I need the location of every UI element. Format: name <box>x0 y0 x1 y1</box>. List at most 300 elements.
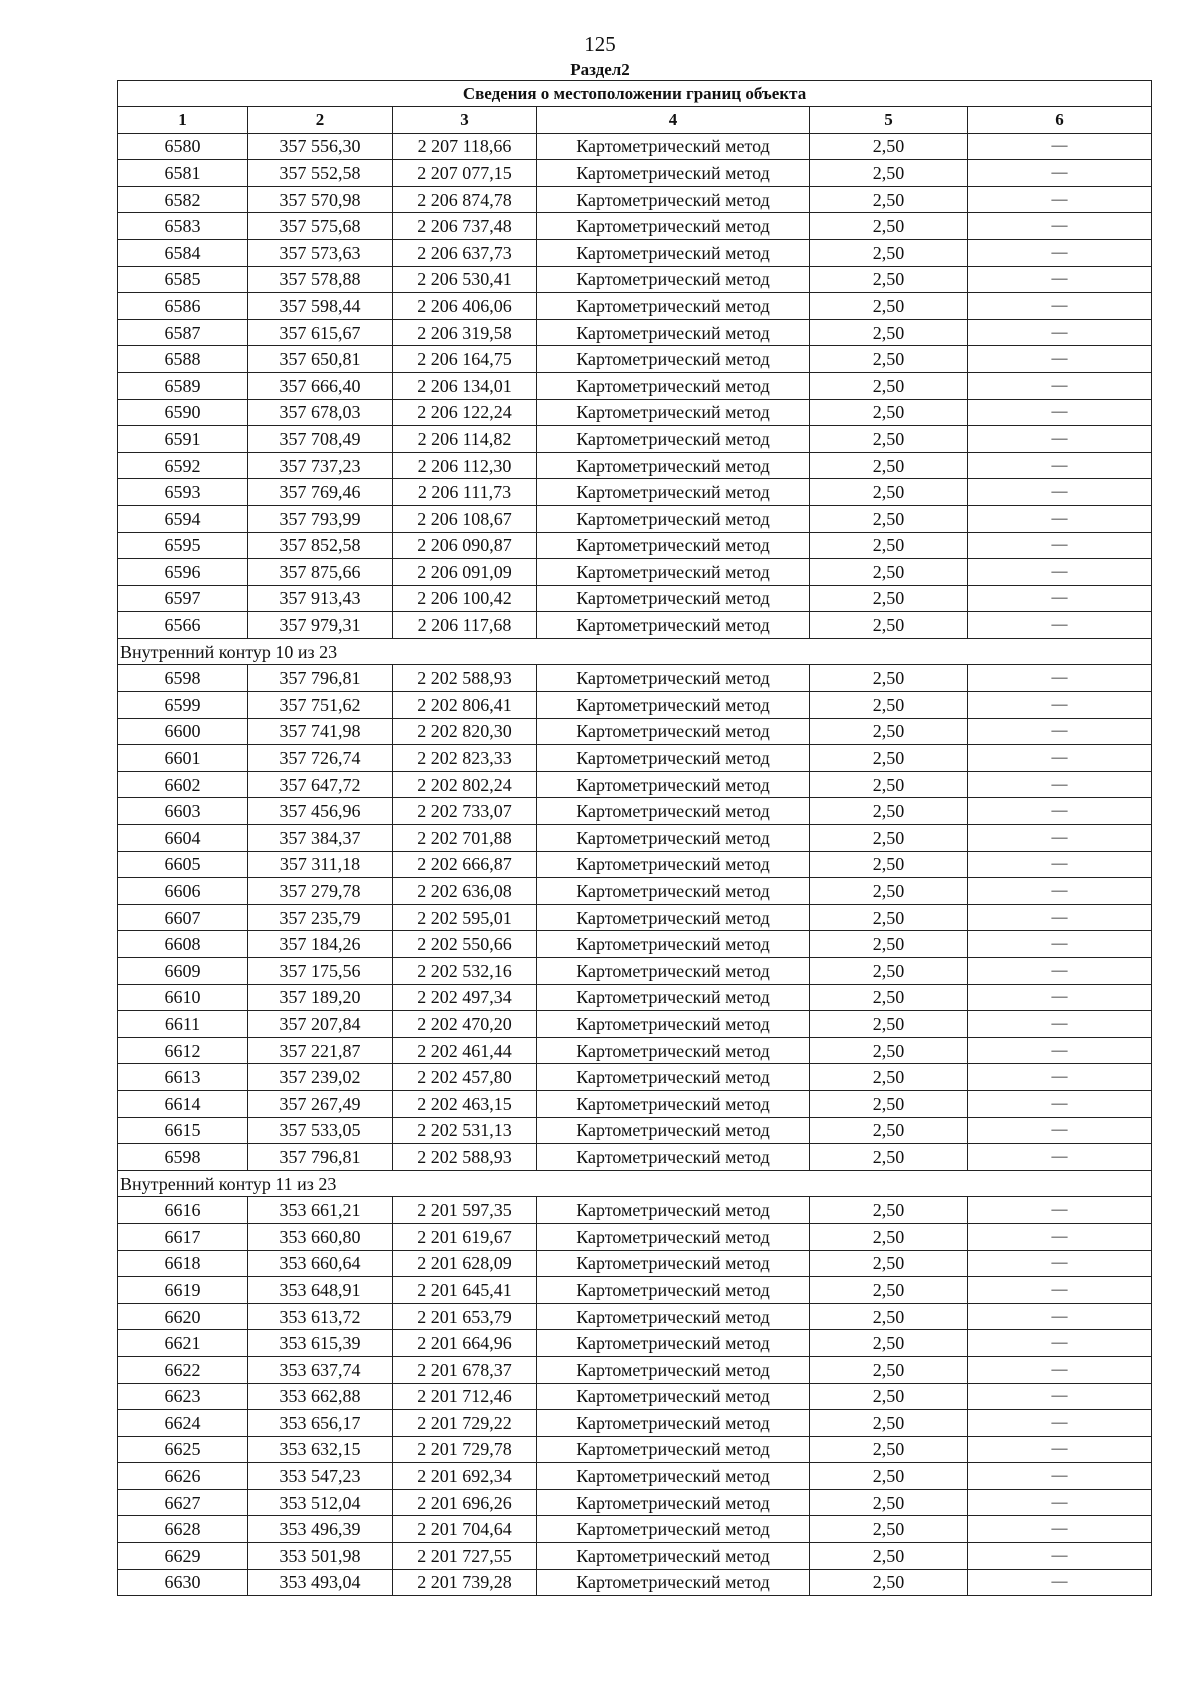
point-number-cell: 6619 <box>118 1277 248 1304</box>
table-row <box>118 1569 1152 1596</box>
point-number-cell: 6594 <box>118 505 248 532</box>
contour-header-row <box>118 638 1152 665</box>
y-coordinate-cell: 2 202 666,87 <box>393 851 537 878</box>
note-cell: — <box>968 771 1152 798</box>
y-coordinate-cell: 2 206 164,75 <box>393 346 537 373</box>
note-cell: — <box>968 1064 1152 1091</box>
note-cell: — <box>968 1356 1152 1383</box>
x-coordinate-cell: 357 751,62 <box>248 692 393 719</box>
point-number-cell: 6602 <box>118 771 248 798</box>
column-header-row <box>118 107 1152 134</box>
x-coordinate-cell: 357 796,81 <box>248 1144 393 1171</box>
x-coordinate-cell: 353 547,23 <box>248 1463 393 1490</box>
y-coordinate-cell: 2 201 712,46 <box>393 1383 537 1410</box>
table-caption-row <box>118 81 1152 107</box>
y-coordinate-cell: 2 206 108,67 <box>393 505 537 532</box>
x-coordinate-cell: 353 493,04 <box>248 1569 393 1596</box>
note-cell: — <box>968 1569 1152 1596</box>
accuracy-cell: 2,50 <box>810 798 968 825</box>
note-cell: — <box>968 479 1152 506</box>
note-cell: — <box>968 1303 1152 1330</box>
table-row <box>118 1356 1152 1383</box>
point-number-cell: 6591 <box>118 426 248 453</box>
accuracy-cell: 2,50 <box>810 239 968 266</box>
x-coordinate-cell: 357 552,58 <box>248 160 393 187</box>
point-number-cell: 6605 <box>118 851 248 878</box>
y-coordinate-cell: 2 201 628,09 <box>393 1250 537 1277</box>
column-header-4: 4 <box>537 107 810 134</box>
accuracy-cell: 2,50 <box>810 266 968 293</box>
x-coordinate-cell: 353 662,88 <box>248 1383 393 1410</box>
page-number: 125 <box>584 32 616 56</box>
method-cell: Картометрический метод <box>537 745 810 772</box>
x-coordinate-cell: 353 632,15 <box>248 1436 393 1463</box>
point-number-cell: 6582 <box>118 186 248 213</box>
y-coordinate-cell: 2 206 530,41 <box>393 266 537 293</box>
x-coordinate-cell: 357 979,31 <box>248 612 393 639</box>
x-coordinate-cell: 357 184,26 <box>248 931 393 958</box>
accuracy-cell: 2,50 <box>810 1223 968 1250</box>
note-cell: — <box>968 1489 1152 1516</box>
x-coordinate-cell: 357 267,49 <box>248 1090 393 1117</box>
note-cell: — <box>968 133 1152 160</box>
accuracy-cell: 2,50 <box>810 665 968 692</box>
method-cell: Картометрический метод <box>537 372 810 399</box>
method-cell: Картометрический метод <box>537 984 810 1011</box>
x-coordinate-cell: 357 533,05 <box>248 1117 393 1144</box>
table-row <box>118 319 1152 346</box>
method-cell: Картометрический метод <box>537 1489 810 1516</box>
point-number-cell: 6628 <box>118 1516 248 1543</box>
accuracy-cell: 2,50 <box>810 718 968 745</box>
method-cell: Картометрический метод <box>537 479 810 506</box>
x-coordinate-cell: 357 598,44 <box>248 293 393 320</box>
contour-label: Внутренний контур 11 из 23 <box>118 1170 1152 1197</box>
note-cell: — <box>968 1463 1152 1490</box>
note-cell: — <box>968 266 1152 293</box>
method-cell: Картометрический метод <box>537 1356 810 1383</box>
table-row <box>118 186 1152 213</box>
table-row <box>118 1250 1152 1277</box>
table-row <box>118 1037 1152 1064</box>
table-row <box>118 372 1152 399</box>
note-cell: — <box>968 399 1152 426</box>
table-row <box>118 1277 1152 1304</box>
x-coordinate-cell: 353 501,98 <box>248 1543 393 1570</box>
table-row <box>118 1410 1152 1437</box>
y-coordinate-cell: 2 206 100,42 <box>393 585 537 612</box>
method-cell: Картометрический метод <box>537 1144 810 1171</box>
point-number-cell: 6603 <box>118 798 248 825</box>
point-number-cell: 6608 <box>118 931 248 958</box>
point-number-cell: 6618 <box>118 1250 248 1277</box>
point-number-cell: 6606 <box>118 878 248 905</box>
accuracy-cell: 2,50 <box>810 1516 968 1543</box>
y-coordinate-cell: 2 202 820,30 <box>393 718 537 745</box>
x-coordinate-cell: 353 613,72 <box>248 1303 393 1330</box>
note-cell: — <box>968 1144 1152 1171</box>
accuracy-cell: 2,50 <box>810 825 968 852</box>
accuracy-cell: 2,50 <box>810 372 968 399</box>
point-number-cell: 6615 <box>118 1117 248 1144</box>
y-coordinate-cell: 2 201 645,41 <box>393 1277 537 1304</box>
contour-header-row <box>118 1170 1152 1197</box>
table-row <box>118 1543 1152 1570</box>
x-coordinate-cell: 353 615,39 <box>248 1330 393 1357</box>
note-cell: — <box>968 1410 1152 1437</box>
note-cell: — <box>968 505 1152 532</box>
table-row <box>118 1011 1152 1038</box>
method-cell: Картометрический метод <box>537 1250 810 1277</box>
note-cell: — <box>968 825 1152 852</box>
note-cell: — <box>968 745 1152 772</box>
method-cell: Картометрический метод <box>537 1543 810 1570</box>
point-number-cell: 6586 <box>118 293 248 320</box>
point-number-cell: 6589 <box>118 372 248 399</box>
note-cell: — <box>968 1277 1152 1304</box>
x-coordinate-cell: 357 235,79 <box>248 904 393 931</box>
point-number-cell: 6604 <box>118 825 248 852</box>
accuracy-cell: 2,50 <box>810 1489 968 1516</box>
y-coordinate-cell: 2 202 636,08 <box>393 878 537 905</box>
method-cell: Картометрический метод <box>537 825 810 852</box>
method-cell: Картометрический метод <box>537 1277 810 1304</box>
point-number-cell: 6585 <box>118 266 248 293</box>
point-number-cell: 6580 <box>118 133 248 160</box>
point-number-cell: 6601 <box>118 745 248 772</box>
method-cell: Картометрический метод <box>537 133 810 160</box>
y-coordinate-cell: 2 201 664,96 <box>393 1330 537 1357</box>
method-cell: Картометрический метод <box>537 1064 810 1091</box>
y-coordinate-cell: 2 201 696,26 <box>393 1489 537 1516</box>
x-coordinate-cell: 357 175,56 <box>248 958 393 985</box>
x-coordinate-cell: 357 737,23 <box>248 452 393 479</box>
note-cell: — <box>968 559 1152 586</box>
note-cell: — <box>968 585 1152 612</box>
method-cell: Картометрический метод <box>537 851 810 878</box>
method-cell: Картометрический метод <box>537 1383 810 1410</box>
x-coordinate-cell: 357 615,67 <box>248 319 393 346</box>
point-number-cell: 6616 <box>118 1197 248 1224</box>
section-title: Раздел2 <box>570 60 630 79</box>
table-row <box>118 160 1152 187</box>
x-coordinate-cell: 357 578,88 <box>248 266 393 293</box>
accuracy-cell: 2,50 <box>810 984 968 1011</box>
note-cell: — <box>968 958 1152 985</box>
column-header-2: 2 <box>248 107 393 134</box>
note-cell: — <box>968 665 1152 692</box>
point-number-cell: 6566 <box>118 612 248 639</box>
y-coordinate-cell: 2 202 823,33 <box>393 745 537 772</box>
y-coordinate-cell: 2 201 597,35 <box>393 1197 537 1224</box>
table-row <box>118 878 1152 905</box>
x-coordinate-cell: 357 913,43 <box>248 585 393 612</box>
accuracy-cell: 2,50 <box>810 160 968 187</box>
accuracy-cell: 2,50 <box>810 851 968 878</box>
note-cell: — <box>968 1250 1152 1277</box>
table-row <box>118 479 1152 506</box>
x-coordinate-cell: 353 648,91 <box>248 1277 393 1304</box>
table-row <box>118 1303 1152 1330</box>
method-cell: Картометрический метод <box>537 505 810 532</box>
table-row <box>118 612 1152 639</box>
y-coordinate-cell: 2 202 497,34 <box>393 984 537 1011</box>
y-coordinate-cell: 2 202 457,80 <box>393 1064 537 1091</box>
x-coordinate-cell: 357 239,02 <box>248 1064 393 1091</box>
y-coordinate-cell: 2 201 692,34 <box>393 1463 537 1490</box>
x-coordinate-cell: 357 207,84 <box>248 1011 393 1038</box>
method-cell: Картометрический метод <box>537 798 810 825</box>
point-number-cell: 6630 <box>118 1569 248 1596</box>
table-row <box>118 1064 1152 1091</box>
table-row <box>118 825 1152 852</box>
method-cell: Картометрический метод <box>537 1117 810 1144</box>
method-cell: Картометрический метод <box>537 904 810 931</box>
y-coordinate-cell: 2 206 737,48 <box>393 213 537 240</box>
accuracy-cell: 2,50 <box>810 878 968 905</box>
accuracy-cell: 2,50 <box>810 692 968 719</box>
table-row <box>118 1516 1152 1543</box>
note-cell: — <box>968 1383 1152 1410</box>
contour-label: Внутренний контур 10 из 23 <box>118 638 1152 665</box>
point-number-cell: 6627 <box>118 1489 248 1516</box>
method-cell: Картометрический метод <box>537 1090 810 1117</box>
table-row <box>118 1436 1152 1463</box>
note-cell: — <box>968 426 1152 453</box>
accuracy-cell: 2,50 <box>810 133 968 160</box>
y-coordinate-cell: 2 202 532,16 <box>393 958 537 985</box>
x-coordinate-cell: 357 666,40 <box>248 372 393 399</box>
note-cell: — <box>968 931 1152 958</box>
method-cell: Картометрический метод <box>537 213 810 240</box>
point-number-cell: 6593 <box>118 479 248 506</box>
accuracy-cell: 2,50 <box>810 771 968 798</box>
column-header-1: 1 <box>118 107 248 134</box>
y-coordinate-cell: 2 202 470,20 <box>393 1011 537 1038</box>
note-cell: — <box>968 1037 1152 1064</box>
x-coordinate-cell: 357 573,63 <box>248 239 393 266</box>
point-number-cell: 6625 <box>118 1436 248 1463</box>
table-row <box>118 958 1152 985</box>
accuracy-cell: 2,50 <box>810 1410 968 1437</box>
table-row <box>118 771 1152 798</box>
column-header-6: 6 <box>968 107 1152 134</box>
y-coordinate-cell: 2 201 704,64 <box>393 1516 537 1543</box>
table-row <box>118 718 1152 745</box>
accuracy-cell: 2,50 <box>810 1197 968 1224</box>
x-coordinate-cell: 357 650,81 <box>248 346 393 373</box>
point-number-cell: 6617 <box>118 1223 248 1250</box>
point-number-cell: 6607 <box>118 904 248 931</box>
table-row <box>118 213 1152 240</box>
method-cell: Картометрический метод <box>537 452 810 479</box>
point-number-cell: 6626 <box>118 1463 248 1490</box>
note-cell: — <box>968 346 1152 373</box>
accuracy-cell: 2,50 <box>810 1037 968 1064</box>
accuracy-cell: 2,50 <box>810 958 968 985</box>
accuracy-cell: 2,50 <box>810 479 968 506</box>
method-cell: Картометрический метод <box>537 1410 810 1437</box>
y-coordinate-cell: 2 201 727,55 <box>393 1543 537 1570</box>
method-cell: Картометрический метод <box>537 399 810 426</box>
table-row <box>118 984 1152 1011</box>
accuracy-cell: 2,50 <box>810 426 968 453</box>
accuracy-cell: 2,50 <box>810 1383 968 1410</box>
y-coordinate-cell: 2 207 077,15 <box>393 160 537 187</box>
x-coordinate-cell: 353 637,74 <box>248 1356 393 1383</box>
table-row <box>118 1144 1152 1171</box>
note-cell: — <box>968 186 1152 213</box>
x-coordinate-cell: 357 708,49 <box>248 426 393 453</box>
method-cell: Картометрический метод <box>537 346 810 373</box>
method-cell: Картометрический метод <box>537 319 810 346</box>
point-number-cell: 6588 <box>118 346 248 373</box>
note-cell: — <box>968 160 1152 187</box>
y-coordinate-cell: 2 201 619,67 <box>393 1223 537 1250</box>
x-coordinate-cell: 357 769,46 <box>248 479 393 506</box>
point-number-cell: 6629 <box>118 1543 248 1570</box>
note-cell: — <box>968 1090 1152 1117</box>
accuracy-cell: 2,50 <box>810 1303 968 1330</box>
accuracy-cell: 2,50 <box>810 293 968 320</box>
method-cell: Картометрический метод <box>537 186 810 213</box>
table-row <box>118 266 1152 293</box>
point-number-cell: 6592 <box>118 452 248 479</box>
y-coordinate-cell: 2 202 461,44 <box>393 1037 537 1064</box>
point-number-cell: 6612 <box>118 1037 248 1064</box>
note-cell: — <box>968 1197 1152 1224</box>
y-coordinate-cell: 2 202 463,15 <box>393 1090 537 1117</box>
point-number-cell: 6622 <box>118 1356 248 1383</box>
y-coordinate-cell: 2 206 090,87 <box>393 532 537 559</box>
table-row <box>118 346 1152 373</box>
method-cell: Картометрический метод <box>537 1037 810 1064</box>
column-header-5: 5 <box>810 107 968 134</box>
point-number-cell: 6587 <box>118 319 248 346</box>
x-coordinate-cell: 357 741,98 <box>248 718 393 745</box>
point-number-cell: 6624 <box>118 1410 248 1437</box>
note-cell: — <box>968 213 1152 240</box>
accuracy-cell: 2,50 <box>810 559 968 586</box>
y-coordinate-cell: 2 206 117,68 <box>393 612 537 639</box>
x-coordinate-cell: 357 796,81 <box>248 665 393 692</box>
y-coordinate-cell: 2 206 637,73 <box>393 239 537 266</box>
note-cell: — <box>968 798 1152 825</box>
note-cell: — <box>968 851 1152 878</box>
note-cell: — <box>968 293 1152 320</box>
point-number-cell: 6614 <box>118 1090 248 1117</box>
y-coordinate-cell: 2 206 319,58 <box>393 319 537 346</box>
y-coordinate-cell: 2 206 091,09 <box>393 559 537 586</box>
y-coordinate-cell: 2 202 531,13 <box>393 1117 537 1144</box>
table-row <box>118 692 1152 719</box>
y-coordinate-cell: 2 207 118,66 <box>393 133 537 160</box>
point-number-cell: 6598 <box>118 1144 248 1171</box>
x-coordinate-cell: 357 221,87 <box>248 1037 393 1064</box>
accuracy-cell: 2,50 <box>810 1569 968 1596</box>
note-cell: — <box>968 904 1152 931</box>
x-coordinate-cell: 357 189,20 <box>248 984 393 1011</box>
table-row <box>118 1223 1152 1250</box>
y-coordinate-cell: 2 201 678,37 <box>393 1356 537 1383</box>
table-row <box>118 904 1152 931</box>
point-number-cell: 6621 <box>118 1330 248 1357</box>
x-coordinate-cell: 357 311,18 <box>248 851 393 878</box>
method-cell: Картометрический метод <box>537 1569 810 1596</box>
point-number-cell: 6609 <box>118 958 248 985</box>
method-cell: Картометрический метод <box>537 1463 810 1490</box>
point-number-cell: 6584 <box>118 239 248 266</box>
accuracy-cell: 2,50 <box>810 585 968 612</box>
point-number-cell: 6597 <box>118 585 248 612</box>
y-coordinate-cell: 2 206 112,30 <box>393 452 537 479</box>
accuracy-cell: 2,50 <box>810 1463 968 1490</box>
y-coordinate-cell: 2 202 802,24 <box>393 771 537 798</box>
y-coordinate-cell: 2 201 729,78 <box>393 1436 537 1463</box>
table-row <box>118 1489 1152 1516</box>
x-coordinate-cell: 353 660,64 <box>248 1250 393 1277</box>
table-row <box>118 745 1152 772</box>
table-row <box>118 505 1152 532</box>
y-coordinate-cell: 2 206 134,01 <box>393 372 537 399</box>
table-row <box>118 1383 1152 1410</box>
accuracy-cell: 2,50 <box>810 1090 968 1117</box>
accuracy-cell: 2,50 <box>810 931 968 958</box>
accuracy-cell: 2,50 <box>810 1330 968 1357</box>
accuracy-cell: 2,50 <box>810 1064 968 1091</box>
accuracy-cell: 2,50 <box>810 346 968 373</box>
method-cell: Картометрический метод <box>537 1197 810 1224</box>
table-body <box>118 133 1152 1596</box>
accuracy-cell: 2,50 <box>810 1543 968 1570</box>
x-coordinate-cell: 353 660,80 <box>248 1223 393 1250</box>
point-number-cell: 6613 <box>118 1064 248 1091</box>
accuracy-cell: 2,50 <box>810 612 968 639</box>
table-row <box>118 532 1152 559</box>
method-cell: Картометрический метод <box>537 612 810 639</box>
note-cell: — <box>968 1330 1152 1357</box>
note-cell: — <box>968 984 1152 1011</box>
table-row <box>118 665 1152 692</box>
method-cell: Картометрический метод <box>537 771 810 798</box>
y-coordinate-cell: 2 202 701,88 <box>393 825 537 852</box>
y-coordinate-cell: 2 206 874,78 <box>393 186 537 213</box>
y-coordinate-cell: 2 206 406,06 <box>393 293 537 320</box>
y-coordinate-cell: 2 202 595,01 <box>393 904 537 931</box>
x-coordinate-cell: 357 875,66 <box>248 559 393 586</box>
note-cell: — <box>968 1223 1152 1250</box>
method-cell: Картометрический метод <box>537 1436 810 1463</box>
table-row <box>118 452 1152 479</box>
note-cell: — <box>968 692 1152 719</box>
table-row <box>118 399 1152 426</box>
method-cell: Картометрический метод <box>537 266 810 293</box>
point-number-cell: 6583 <box>118 213 248 240</box>
accuracy-cell: 2,50 <box>810 1436 968 1463</box>
point-number-cell: 6581 <box>118 160 248 187</box>
table-row <box>118 798 1152 825</box>
x-coordinate-cell: 357 575,68 <box>248 213 393 240</box>
x-coordinate-cell: 353 496,39 <box>248 1516 393 1543</box>
x-coordinate-cell: 357 647,72 <box>248 771 393 798</box>
note-cell: — <box>968 718 1152 745</box>
note-cell: — <box>968 1516 1152 1543</box>
x-coordinate-cell: 353 661,21 <box>248 1197 393 1224</box>
point-number-cell: 6623 <box>118 1383 248 1410</box>
note-cell: — <box>968 1011 1152 1038</box>
point-number-cell: 6599 <box>118 692 248 719</box>
table-caption: Сведения о местоположении границ объекта <box>118 81 1152 107</box>
